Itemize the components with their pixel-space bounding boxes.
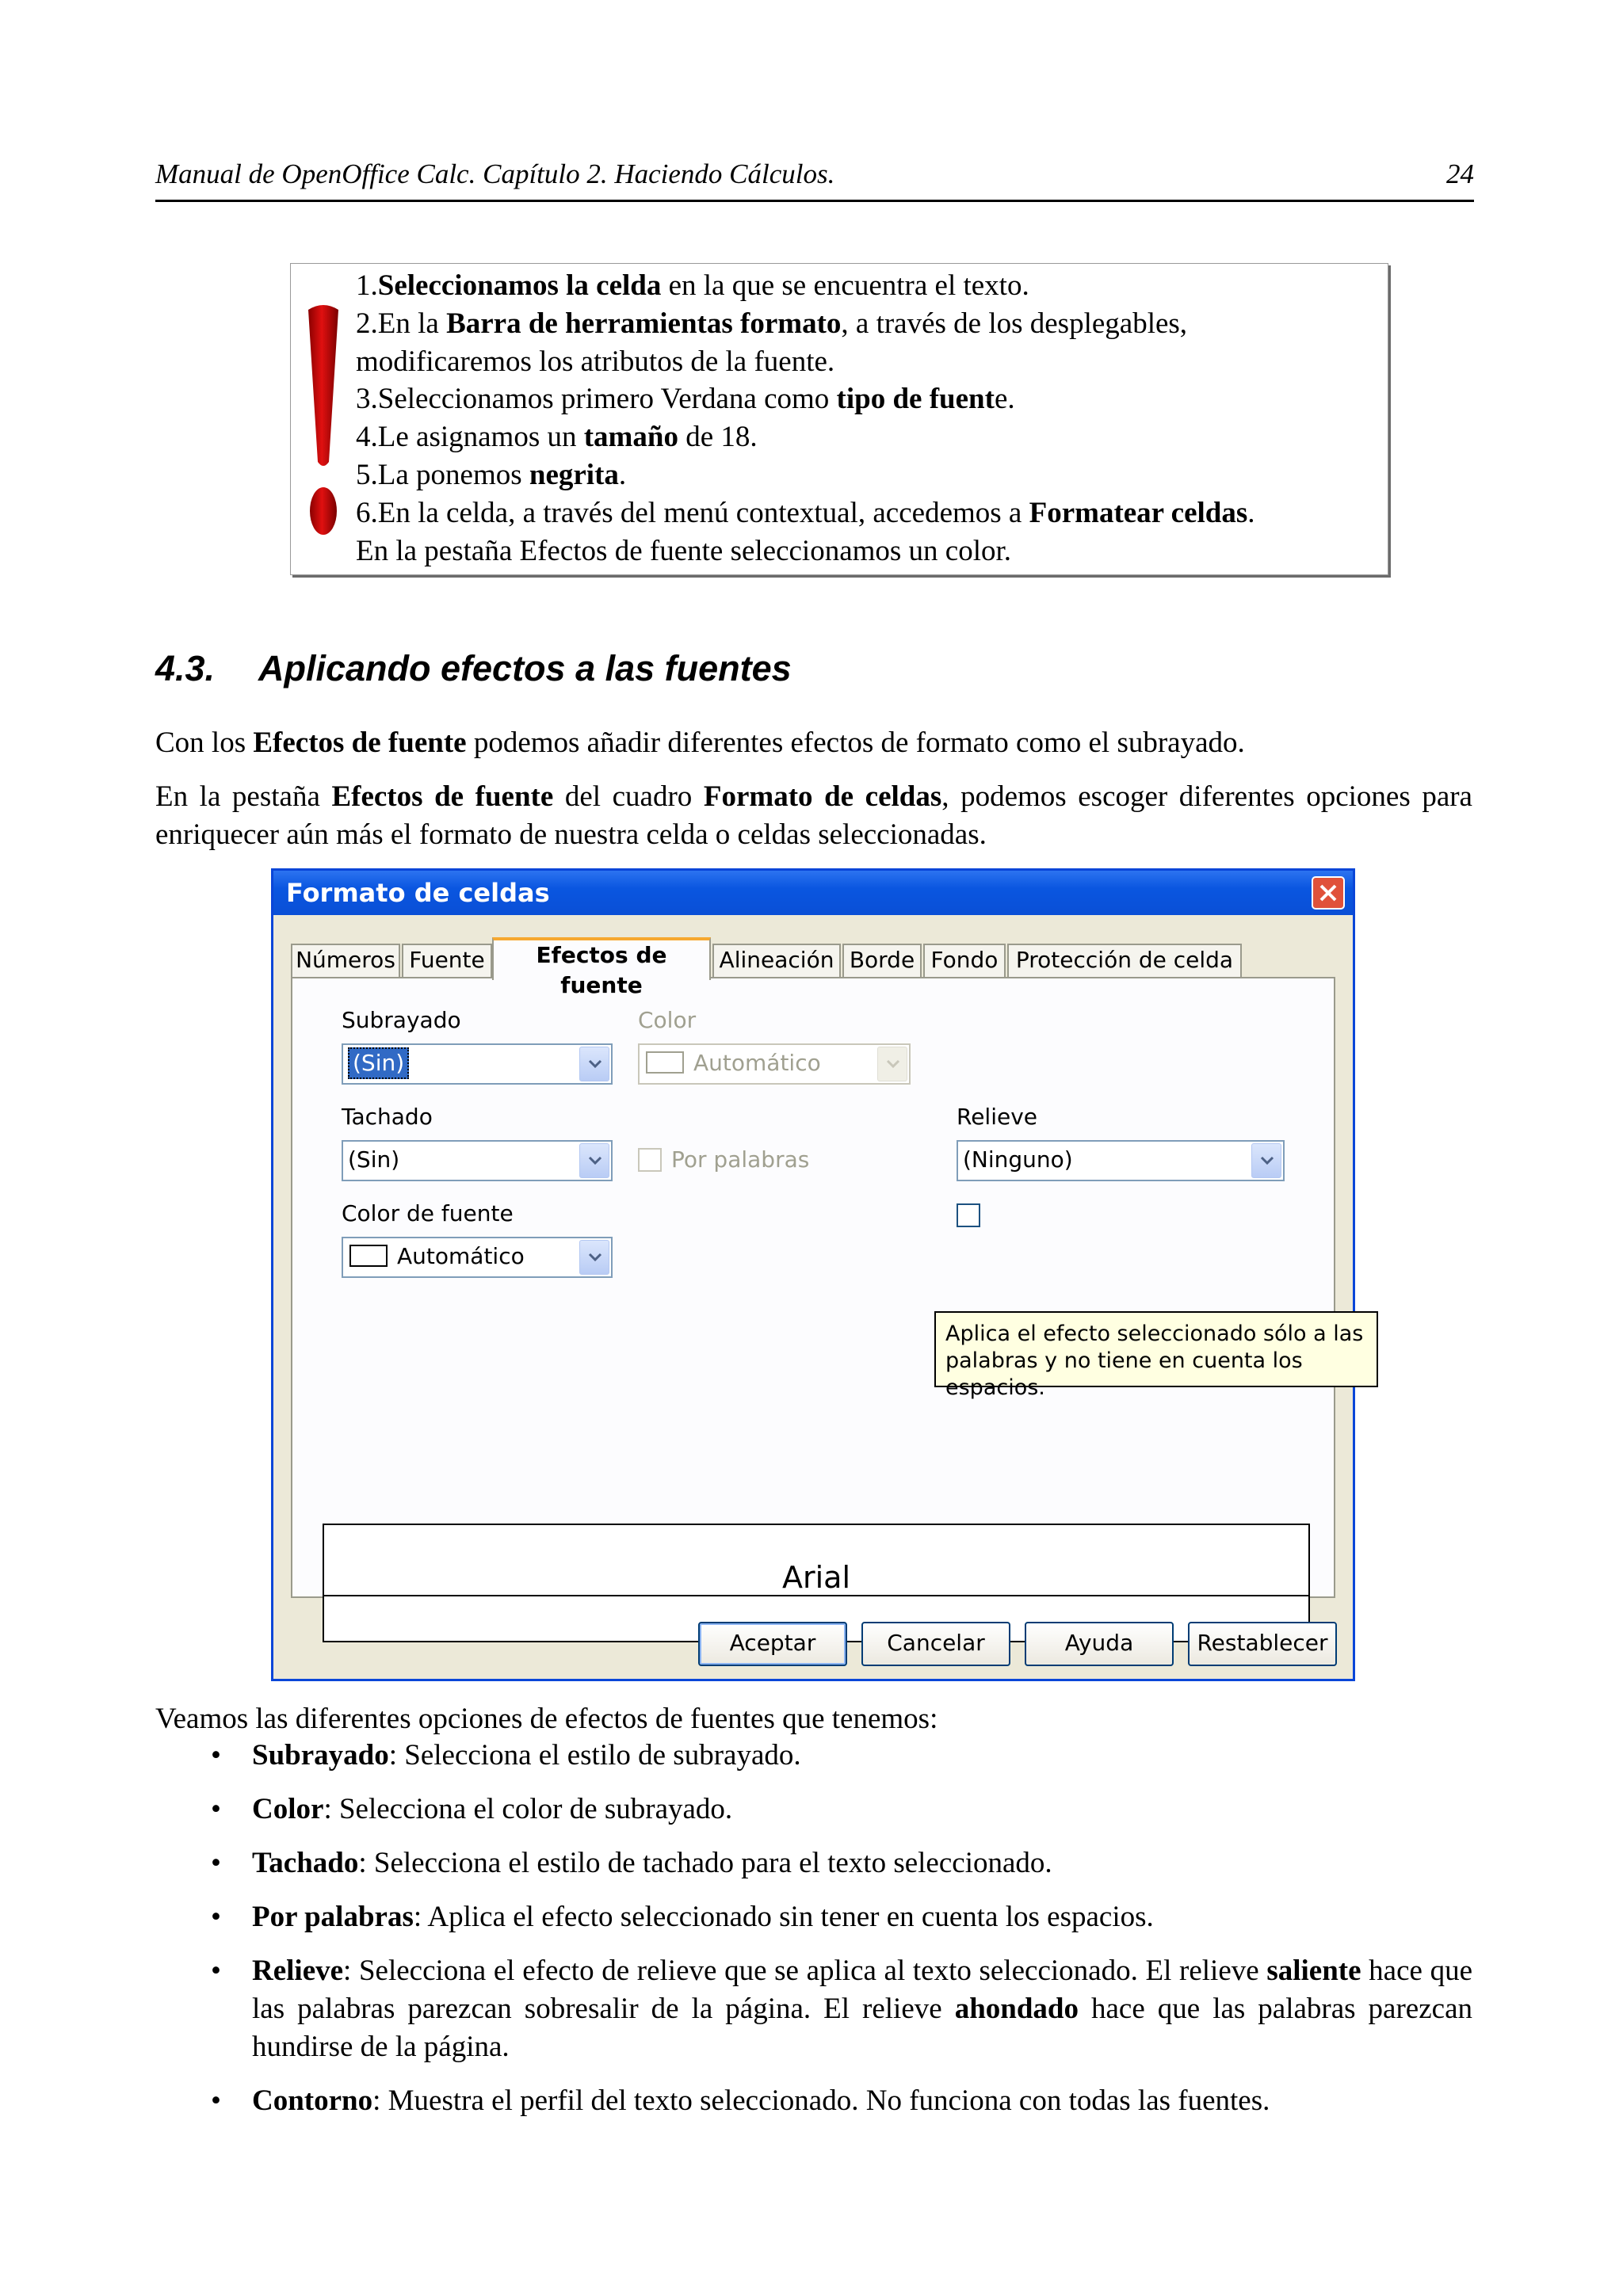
effects-list (155, 1737, 1472, 2136)
list-intro: Veamos las diferentes opciones de efectos de fuentes que tenemos: (155, 1703, 938, 1735)
exclamation-icon (305, 303, 342, 541)
list-item: • Relieve: Selecciona el efecto de relieve que se aplica al texto seleccionado. El relieve saliente hace que las palabras parezcan sobresalir de la página. El relieve ahondado hace que las palabras parezcan hundirse de la página. (211, 1955, 1472, 2063)
tab-numeros[interactable]: Números (291, 944, 400, 977)
color-fuente-swatch (349, 1245, 388, 1267)
por-palabras-checkbox[interactable] (638, 1148, 662, 1172)
page-number: 24 (1446, 158, 1474, 189)
step-line: 2.En la Barra de herramientas formato, a través de los desplegables, (356, 307, 1188, 340)
section-heading (155, 646, 792, 691)
header-title: Manual de OpenOffice Calc. Capítulo 2. Haciendo Cálculos. (155, 158, 835, 189)
tab-efectos-de-fuente[interactable]: Efectos de fuente (492, 937, 711, 980)
list-item: • Subrayado: Selecciona el estilo de subrayado. (211, 1739, 801, 1772)
subrayado-select[interactable] (342, 1043, 613, 1085)
steps-list (356, 267, 1364, 570)
subrayado-label: Subrayado (342, 1007, 461, 1033)
color-value: Automático (693, 1050, 821, 1076)
tab-proteccion-de-celda[interactable]: Protección de celda (1007, 944, 1242, 977)
tachado-label: Tachado (342, 1104, 433, 1130)
por-palabras-label: Por palabras (671, 1146, 810, 1173)
step-line: 3.Seleccionamos primero Verdana como tipo de fuente. (356, 383, 1015, 416)
tachado-select[interactable] (342, 1140, 613, 1181)
section-number: 4.3. (155, 648, 216, 688)
dropdown-button[interactable] (579, 1047, 609, 1081)
step-line: 6.En la celda, a través del menú contextual, accedemos a Formatear celdas. (356, 496, 1255, 529)
list-item: • Color: Selecciona el color de subrayado. (211, 1793, 733, 1825)
page-header (155, 155, 1474, 202)
hidden-checkbox[interactable] (957, 1203, 980, 1227)
color-label: Color (638, 1007, 697, 1033)
dialog-titlebar[interactable] (273, 871, 1353, 915)
close-icon (1318, 883, 1338, 903)
chevron-down-icon (886, 1058, 900, 1070)
chevron-down-icon (1260, 1155, 1274, 1166)
preview-text: Arial (781, 1560, 851, 1595)
reset-button[interactable]: Restablecer (1188, 1622, 1337, 1666)
step-line: modificaremos los atributos de la fuente. (356, 345, 835, 378)
tab-alineacion[interactable]: Alineación (712, 944, 841, 977)
intro-paragraph-1: Con los Efectos de fuente podemos añadir diferentes efectos de formato como el subrayado. (155, 727, 1245, 759)
chevron-down-icon (588, 1058, 602, 1070)
tooltip-line: palabras y no tiene en cuenta los espacios. (945, 1348, 1303, 1400)
step-line: 1.Seleccionamos la celda en la que se encuentra el texto. (356, 269, 1029, 302)
color-swatch (646, 1051, 684, 1074)
relieve-label: Relieve (957, 1104, 1038, 1130)
step-line: 4.Le asignamos un tamaño de 18. (356, 421, 758, 454)
dropdown-button[interactable] (579, 1143, 609, 1178)
dropdown-button[interactable] (877, 1047, 907, 1081)
dropdown-button[interactable] (1251, 1143, 1281, 1178)
color-fuente-label: Color de fuente (342, 1200, 514, 1226)
cancel-button[interactable]: Cancelar (861, 1622, 1010, 1666)
format-cells-dialog (271, 868, 1364, 1681)
chevron-down-icon (588, 1155, 602, 1166)
relieve-select[interactable] (957, 1140, 1285, 1181)
step-line: 5.La ponemos negrita. (356, 458, 627, 491)
note-box (290, 263, 1388, 575)
tooltip-line: Aplica el efecto seleccionado sólo a las (945, 1322, 1364, 1346)
tab-fuente[interactable]: Fuente (402, 944, 492, 977)
ok-button[interactable]: Aceptar (698, 1622, 847, 1666)
tab-fondo[interactable]: Fondo (923, 944, 1006, 977)
help-button[interactable]: Ayuda (1025, 1622, 1174, 1666)
relieve-value: (Ninguno) (963, 1146, 1073, 1173)
list-item: • Por palabras: Aplica el efecto seleccionado sin tener en cuenta los espacios. (211, 1901, 1154, 1933)
preview-baseline (324, 1595, 1308, 1596)
subrayado-value: (Sin) (348, 1047, 409, 1079)
step-line: En la pestaña Efectos de fuente seleccionamos un color. (356, 534, 1012, 567)
tooltip (934, 1311, 1378, 1400)
list-item: • Contorno: Muestra el perfil del texto seleccionado. No funciona con todas las fuentes. (211, 2084, 1270, 2117)
color-select[interactable] (638, 1043, 911, 1085)
dropdown-button[interactable] (579, 1240, 609, 1275)
color-fuente-value: Automático (397, 1243, 525, 1269)
intro-paragraph-2: En la pestaña Efectos de fuente del cuadro Formato de celdas, podemos escoger diferentes opciones para enriquecer aún más el formato de nuestra celda o celdas seleccionadas. (155, 780, 1472, 851)
tab-panel (291, 977, 1364, 1598)
tab-borde[interactable]: Borde (842, 944, 922, 977)
preview-text-wrap (324, 1560, 1308, 1595)
tachado-value: (Sin) (348, 1146, 400, 1173)
section-title: Aplicando efectos a las fuentes (258, 648, 792, 688)
chevron-down-icon (588, 1252, 602, 1263)
color-fuente-select[interactable] (342, 1237, 613, 1278)
list-item: • Tachado: Selecciona el estilo de tachado para el texto seleccionado. (211, 1847, 1052, 1879)
close-button[interactable] (1312, 876, 1345, 910)
dialog-title: Formato de celdas (286, 878, 550, 908)
